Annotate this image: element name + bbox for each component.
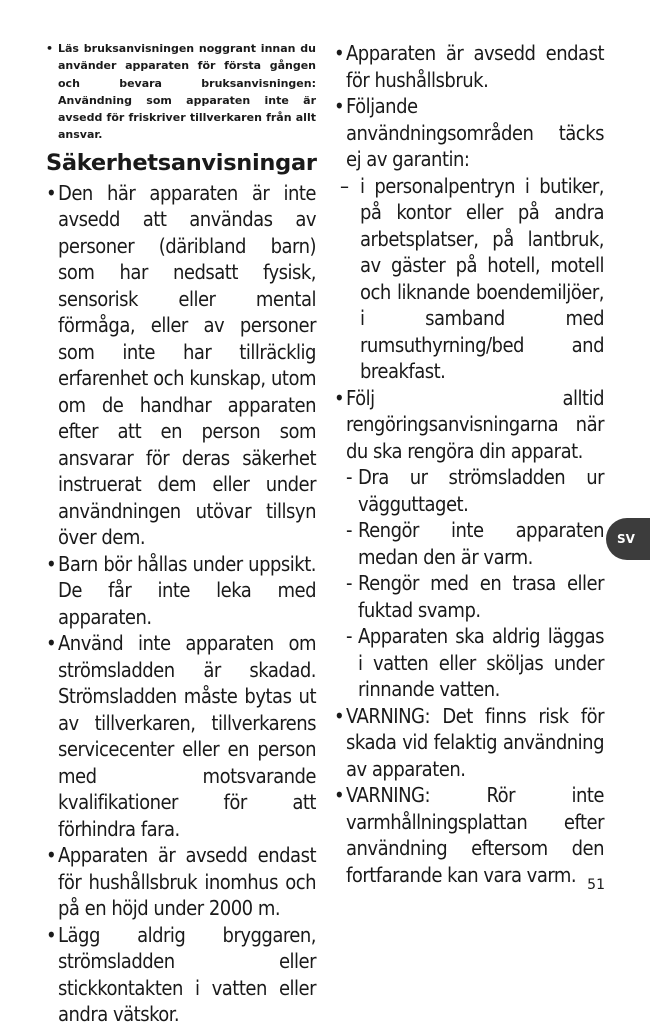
cleaning-step-cloth: - Rengör med en trasa eller fuktad svamp. (334, 570, 604, 623)
safety-heading: Säkerhetsanvisningar (46, 149, 317, 176)
safety-item-supervision: • Den här apparaten är inte avsedd att användas av personer (däribland barn) som har nedsatt fysisk, sensorisk eller mental förmåga, eller av personer som inte har tillräcklig erfarenhet och kunskap, utom om de handhar apparaten efter att en person som ansvarar för deras säkerhet instruerat dem eller under användningen utövar tillsyn över dem. (46, 180, 316, 551)
cleaning-step-unplug: - Dra ur strömsladden ur vägguttaget. (334, 464, 604, 517)
safety-item-no-liquids: • Lägg aldrig bryggaren, strömsladden eller stickkontakten i vatten eller andra vätskor. (46, 922, 316, 1028)
safety-item-household-only: • Apparaten är avsedd endast för hushållsbruk. (334, 40, 604, 93)
cleaning-step-no-immersion: - Apparaten ska aldrig läggas i vatten eller sköljas under rinnande vatten. (334, 623, 604, 703)
safety-item-cleaning: • Följ alltid rengöringsanvisningarna när du ska rengöra din apparat. (334, 385, 604, 465)
safety-item-household-altitude: • Apparaten är avsedd endast för hushållsbruk inomhus och på en höjd under 2000 m. (46, 842, 316, 922)
right-column (334, 40, 604, 888)
page-number: 51 (587, 877, 605, 893)
warning-hot-plate: • VARNING: Rör inte varmhållningsplattan efter användning eftersom den fortfarande kan vara varm. (334, 782, 604, 888)
safety-item-damaged-cord: • Använd inte apparaten om strömsladden är skadad. Strömsladden måste bytas ut av tillverkaren, tillverkarens servicecenter eller en person med motsvarande kvalifikationer för att förhindra fara. (46, 630, 316, 842)
cleaning-step-not-warm: - Rengör inte apparaten medan den är varm. (334, 517, 604, 570)
warranty-exclusion: – i personalpentryn i butiker, på kontor eller på andra arbetsplatser, på lantbruk, av gäster på hotell, motell och liknande boendemiljöer, i samband med rumsuthyrning/bed and breakfast. (334, 173, 604, 385)
language-tab: SV (606, 518, 650, 560)
safety-item-children: • Barn bör hållas under uppsikt. De får inte leka med apparaten. (46, 551, 316, 631)
left-column (46, 40, 316, 1028)
intro-note: • Läs bruksanvisningen noggrant innan du använder apparaten för första gången och bevara bruksanvisningen: Användning som apparaten inte är avsedd för friskriver tillverkaren från allt ansvar. (46, 40, 316, 144)
safety-item-warranty: • Följande användningsområden täcks ej av garantin: (334, 93, 604, 173)
warning-misuse: • VARNING: Det finns risk för skada vid felaktig användning av apparaten. (334, 703, 604, 783)
